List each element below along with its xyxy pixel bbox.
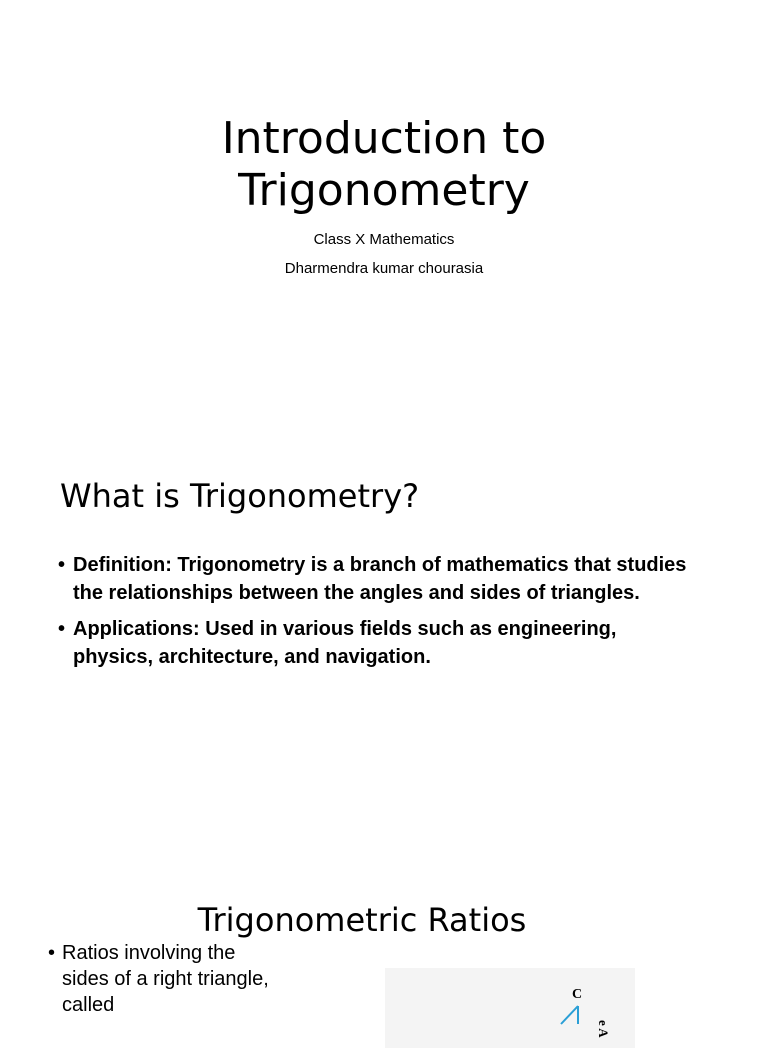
slide-heading: What is Trigonometry? [60,477,420,515]
triangle-diagram [385,968,635,1048]
bullet-list [58,551,698,679]
list-item [58,615,698,671]
list-item [58,551,698,607]
triangle-figure [385,968,635,1048]
slide-heading: Trigonometric Ratios [197,901,527,939]
slide-title [0,113,768,217]
bullet-icon: • [48,942,56,964]
title-line-2: Trigonometry [238,165,530,216]
triangle-edge [561,1006,578,1024]
list-item-text: Applications: Used in various fields such as engineering, physics, architecture, and navigation. [73,618,617,668]
list-item-text: Ratios involving the sides of a right triangle, called [62,942,269,1016]
ratios-slide [0,860,768,1038]
slide-author: Dharmendra kumar chourasia [284,260,484,277]
bullet-icon: • [58,554,66,576]
title-line-1: Introduction to [221,113,547,164]
definition-slide [0,430,768,860]
list-item [48,940,278,1018]
bullet-list [48,940,278,1018]
side-label: e A [596,1020,611,1038]
title-slide [0,0,768,430]
bullet-icon: • [58,618,66,640]
vertex-label-c: C [572,987,583,1002]
list-item-text: Definition: Trigonometry is a branch of mathematics that studies the relationships between the angles and sides of triangles. [73,554,687,604]
slide-subtitle: Class X Mathematics [313,231,455,248]
